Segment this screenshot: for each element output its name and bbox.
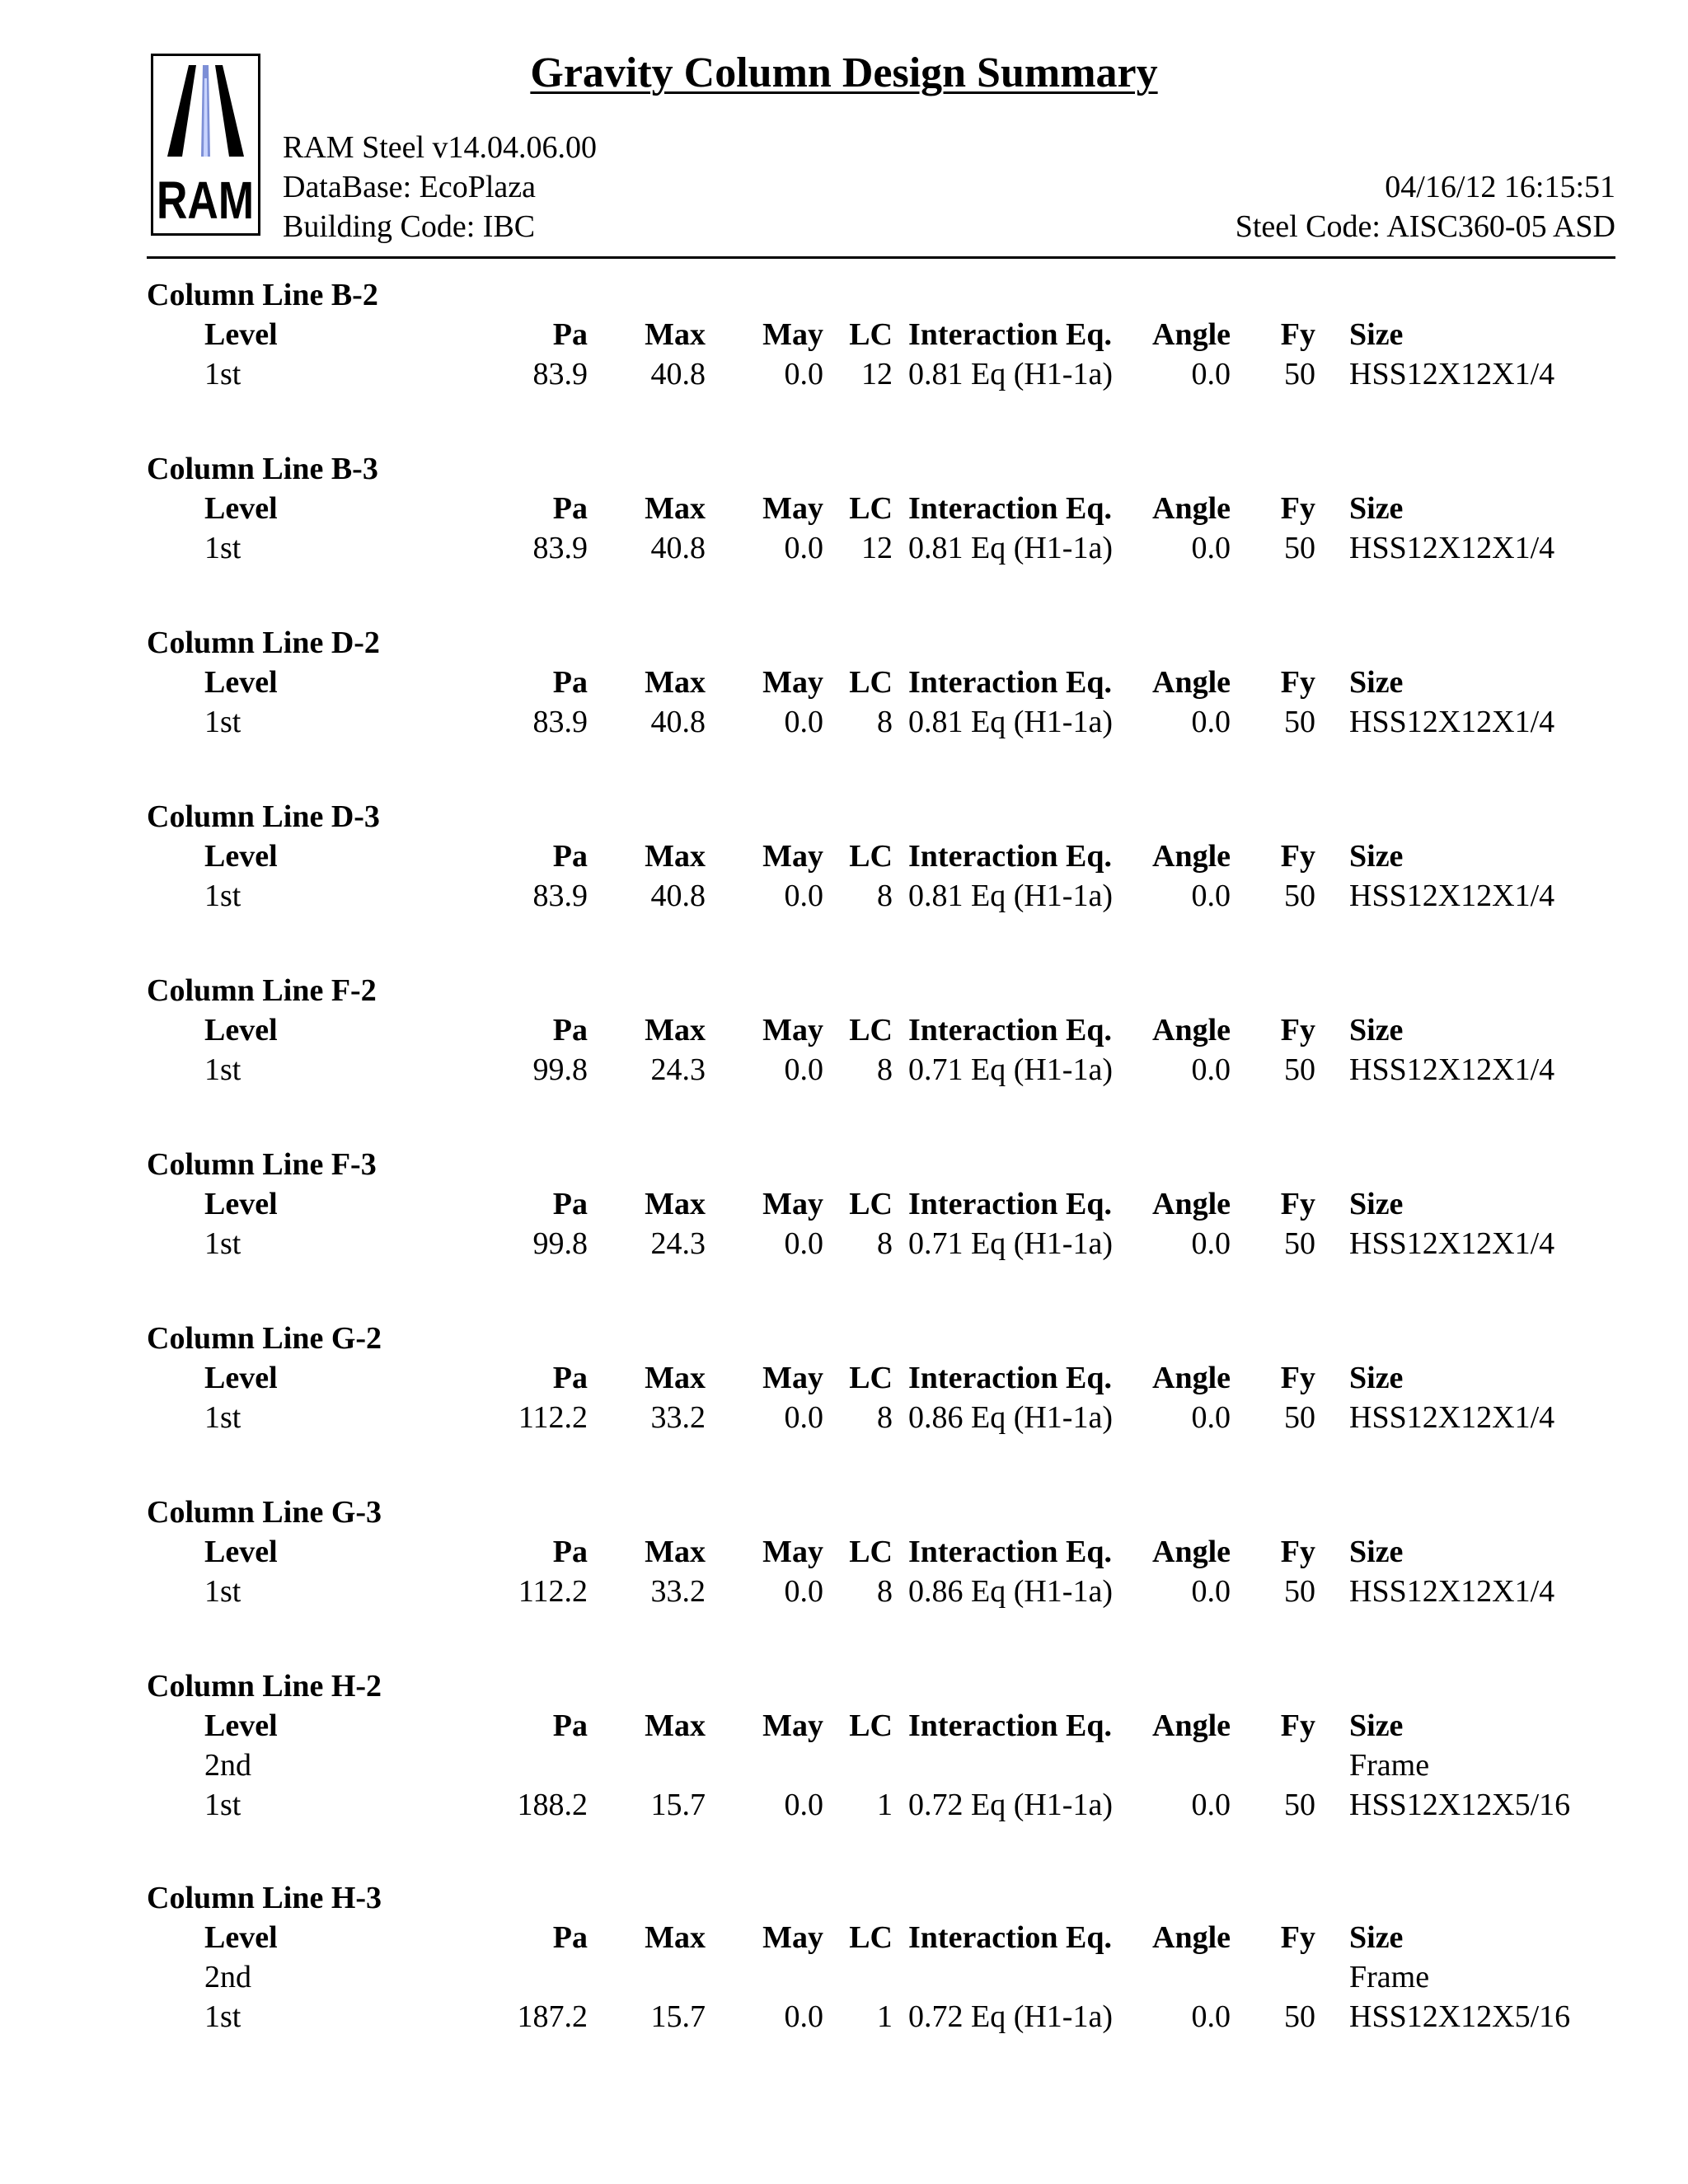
cell-max: 40.8 bbox=[650, 357, 706, 391]
header-lc: LC bbox=[849, 1013, 893, 1047]
header-pa: Pa bbox=[552, 1187, 588, 1221]
cell-size: HSS12X12X1/4 bbox=[1349, 705, 1555, 739]
cell-size: Frame bbox=[1349, 1960, 1430, 1994]
table-row bbox=[0, 1572, 1688, 1611]
cell-level: 1st bbox=[204, 1999, 241, 2034]
header-lc: LC bbox=[849, 1708, 893, 1743]
cell-lc: 12 bbox=[861, 531, 893, 565]
cell-pa: 99.8 bbox=[532, 1226, 588, 1261]
table-header-row bbox=[0, 1358, 1688, 1398]
header-fy: Fy bbox=[1280, 665, 1315, 700]
cell-interaction: 0.81 Eq (H1-1a) bbox=[908, 357, 1113, 391]
building-code: Building Code: IBC bbox=[283, 209, 536, 244]
column-line-title: Column Line B-2 bbox=[147, 278, 378, 312]
header-may: May bbox=[762, 1920, 823, 1955]
header-interaction: Interaction Eq. bbox=[908, 317, 1112, 352]
cell-max: 33.2 bbox=[650, 1574, 706, 1609]
column-line-section bbox=[0, 1319, 1688, 1493]
column-line-section bbox=[0, 1666, 1688, 1878]
header-size: Size bbox=[1349, 1361, 1404, 1395]
header-lc: LC bbox=[849, 1361, 893, 1395]
header-fy: Fy bbox=[1280, 1535, 1315, 1569]
header-interaction: Interaction Eq. bbox=[908, 1187, 1112, 1221]
header-max: Max bbox=[645, 1361, 706, 1395]
header-size: Size bbox=[1349, 665, 1404, 700]
cell-size: HSS12X12X1/4 bbox=[1349, 1400, 1555, 1435]
header-level: Level bbox=[204, 317, 278, 352]
cell-level: 2nd bbox=[204, 1960, 251, 1994]
column-line-title: Column Line D-2 bbox=[147, 626, 380, 660]
table-row bbox=[0, 876, 1688, 916]
header-size: Size bbox=[1349, 839, 1404, 874]
header-angle: Angle bbox=[1152, 839, 1231, 874]
cell-lc: 1 bbox=[877, 1788, 893, 1822]
program-version: RAM Steel v14.04.06.00 bbox=[283, 130, 598, 165]
cell-may: 0.0 bbox=[784, 531, 823, 565]
column-line-title: Column Line H-3 bbox=[147, 1881, 382, 1915]
header-lc: LC bbox=[849, 1187, 893, 1221]
header-max: Max bbox=[645, 317, 706, 352]
table-row bbox=[0, 1785, 1688, 1825]
cell-fy: 50 bbox=[1284, 1999, 1315, 2034]
cell-angle: 0.0 bbox=[1191, 1999, 1231, 2034]
cell-fy: 50 bbox=[1284, 1574, 1315, 1609]
cell-may: 0.0 bbox=[784, 879, 823, 913]
header-lc: LC bbox=[849, 317, 893, 352]
header-angle: Angle bbox=[1152, 1535, 1231, 1569]
cell-angle: 0.0 bbox=[1191, 1052, 1231, 1087]
header-may: May bbox=[762, 1708, 823, 1743]
cell-size: HSS12X12X1/4 bbox=[1349, 1226, 1555, 1261]
cell-may: 0.0 bbox=[784, 705, 823, 739]
header-angle: Angle bbox=[1152, 665, 1231, 700]
header-lc: LC bbox=[849, 491, 893, 526]
cell-max: 24.3 bbox=[650, 1052, 706, 1087]
cell-level: 1st bbox=[204, 1788, 241, 1822]
cell-pa: 188.2 bbox=[517, 1788, 588, 1822]
header-pa: Pa bbox=[552, 839, 588, 874]
header-fy: Fy bbox=[1280, 839, 1315, 874]
cell-level: 1st bbox=[204, 531, 241, 565]
cell-lc: 8 bbox=[877, 879, 893, 913]
header-fy: Fy bbox=[1280, 1708, 1315, 1743]
table-row bbox=[0, 1997, 1688, 2036]
table-header-row bbox=[0, 315, 1688, 354]
column-line-title: Column Line G-3 bbox=[147, 1495, 382, 1530]
column-line-section bbox=[0, 971, 1688, 1145]
header-may: May bbox=[762, 1535, 823, 1569]
table-row bbox=[0, 1957, 1688, 1997]
cell-max: 15.7 bbox=[650, 1999, 706, 2034]
column-line-section bbox=[0, 449, 1688, 623]
header-angle: Angle bbox=[1152, 1013, 1231, 1047]
header-may: May bbox=[762, 1187, 823, 1221]
header-interaction: Interaction Eq. bbox=[908, 1013, 1112, 1047]
cell-size: HSS12X12X1/4 bbox=[1349, 357, 1555, 391]
header-level: Level bbox=[204, 1361, 278, 1395]
header-interaction: Interaction Eq. bbox=[908, 665, 1112, 700]
cell-may: 0.0 bbox=[784, 1788, 823, 1822]
header-level: Level bbox=[204, 491, 278, 526]
database-name: DataBase: EcoPlaza bbox=[283, 170, 537, 204]
header-pa: Pa bbox=[552, 1361, 588, 1395]
cell-pa: 187.2 bbox=[517, 1999, 588, 2034]
cell-level: 1st bbox=[204, 1574, 241, 1609]
cell-interaction: 0.86 Eq (H1-1a) bbox=[908, 1574, 1113, 1609]
header-may: May bbox=[762, 1361, 823, 1395]
cell-max: 40.8 bbox=[650, 705, 706, 739]
header-pa: Pa bbox=[552, 317, 588, 352]
header-max: Max bbox=[645, 1920, 706, 1955]
header-level: Level bbox=[204, 1013, 278, 1047]
header-level: Level bbox=[204, 1920, 278, 1955]
header-max: Max bbox=[645, 839, 706, 874]
column-line-sections bbox=[0, 275, 1688, 2090]
cell-pa: 83.9 bbox=[532, 705, 588, 739]
table-row bbox=[0, 1050, 1688, 1090]
cell-lc: 1 bbox=[877, 1999, 893, 2034]
cell-interaction: 0.72 Eq (H1-1a) bbox=[908, 1999, 1113, 2034]
cell-fy: 50 bbox=[1284, 357, 1315, 391]
cell-angle: 0.0 bbox=[1191, 879, 1231, 913]
cell-level: 1st bbox=[204, 705, 241, 739]
table-row bbox=[0, 1224, 1688, 1263]
header-angle: Angle bbox=[1152, 1708, 1231, 1743]
cell-interaction: 0.72 Eq (H1-1a) bbox=[908, 1788, 1113, 1822]
steel-code: Steel Code: AISC360-05 ASD bbox=[1235, 209, 1615, 244]
header-level: Level bbox=[204, 1187, 278, 1221]
header-size: Size bbox=[1349, 491, 1404, 526]
cell-level: 1st bbox=[204, 1400, 241, 1435]
table-header-row bbox=[0, 837, 1688, 876]
cell-interaction: 0.71 Eq (H1-1a) bbox=[908, 1226, 1113, 1261]
column-line-section bbox=[0, 1493, 1688, 1666]
header-may: May bbox=[762, 839, 823, 874]
cell-pa: 83.9 bbox=[532, 357, 588, 391]
cell-angle: 0.0 bbox=[1191, 705, 1231, 739]
column-line-section bbox=[0, 275, 1688, 449]
column-line-title: Column Line G-2 bbox=[147, 1321, 382, 1356]
cell-lc: 8 bbox=[877, 1052, 893, 1087]
header-pa: Pa bbox=[552, 1708, 588, 1743]
header-max: Max bbox=[645, 1013, 706, 1047]
table-row bbox=[0, 528, 1688, 568]
cell-fy: 50 bbox=[1284, 1226, 1315, 1261]
cell-size: HSS12X12X1/4 bbox=[1349, 1052, 1555, 1087]
cell-size: HSS12X12X5/16 bbox=[1349, 1788, 1571, 1822]
table-header-row bbox=[0, 489, 1688, 528]
cell-may: 0.0 bbox=[784, 1052, 823, 1087]
cell-max: 40.8 bbox=[650, 879, 706, 913]
header-lc: LC bbox=[849, 1920, 893, 1955]
header-fy: Fy bbox=[1280, 1013, 1315, 1047]
cell-size: HSS12X12X1/4 bbox=[1349, 1574, 1555, 1609]
cell-pa: 112.2 bbox=[518, 1400, 588, 1435]
header-may: May bbox=[762, 491, 823, 526]
header-max: Max bbox=[645, 491, 706, 526]
column-line-section bbox=[0, 1878, 1688, 2090]
header-fy: Fy bbox=[1280, 1187, 1315, 1221]
table-row bbox=[0, 354, 1688, 394]
cell-may: 0.0 bbox=[784, 1226, 823, 1261]
cell-pa: 112.2 bbox=[518, 1574, 588, 1609]
table-header-row bbox=[0, 663, 1688, 702]
cell-lc: 8 bbox=[877, 705, 893, 739]
cell-angle: 0.0 bbox=[1191, 1400, 1231, 1435]
header-lc: LC bbox=[849, 839, 893, 874]
cell-level: 2nd bbox=[204, 1748, 251, 1783]
cell-level: 1st bbox=[204, 879, 241, 913]
cell-interaction: 0.86 Eq (H1-1a) bbox=[908, 1400, 1113, 1435]
cell-max: 40.8 bbox=[650, 531, 706, 565]
cell-may: 0.0 bbox=[784, 1999, 823, 2034]
cell-may: 0.0 bbox=[784, 1574, 823, 1609]
cell-max: 15.7 bbox=[650, 1788, 706, 1822]
header-fy: Fy bbox=[1280, 1920, 1315, 1955]
header-may: May bbox=[762, 317, 823, 352]
cell-lc: 8 bbox=[877, 1226, 893, 1261]
header-interaction: Interaction Eq. bbox=[908, 1361, 1112, 1395]
table-row bbox=[0, 702, 1688, 742]
cell-fy: 50 bbox=[1284, 531, 1315, 565]
header-angle: Angle bbox=[1152, 491, 1231, 526]
table-header-row bbox=[0, 1184, 1688, 1224]
cell-level: 1st bbox=[204, 357, 241, 391]
cell-pa: 99.8 bbox=[532, 1052, 588, 1087]
header-angle: Angle bbox=[1152, 1920, 1231, 1955]
header-angle: Angle bbox=[1152, 1361, 1231, 1395]
header-size: Size bbox=[1349, 1920, 1404, 1955]
header-pa: Pa bbox=[552, 665, 588, 700]
cell-level: 1st bbox=[204, 1052, 241, 1087]
header-size: Size bbox=[1349, 1187, 1404, 1221]
header-size: Size bbox=[1349, 1708, 1404, 1743]
header-lc: LC bbox=[849, 1535, 893, 1569]
table-row bbox=[0, 1398, 1688, 1437]
cell-interaction: 0.81 Eq (H1-1a) bbox=[908, 531, 1113, 565]
column-line-title: Column Line B-3 bbox=[147, 452, 378, 486]
header-level: Level bbox=[204, 665, 278, 700]
logo-text: RAM bbox=[157, 171, 254, 230]
header-pa: Pa bbox=[552, 1013, 588, 1047]
header-pa: Pa bbox=[552, 1535, 588, 1569]
header-max: Max bbox=[645, 665, 706, 700]
cell-max: 24.3 bbox=[650, 1226, 706, 1261]
header-interaction: Interaction Eq. bbox=[908, 839, 1112, 874]
cell-max: 33.2 bbox=[650, 1400, 706, 1435]
header-fy: Fy bbox=[1280, 1361, 1315, 1395]
header-level: Level bbox=[204, 839, 278, 874]
cell-size: HSS12X12X5/16 bbox=[1349, 1999, 1571, 2034]
cell-lc: 12 bbox=[861, 357, 893, 391]
header-lc: LC bbox=[849, 665, 893, 700]
cell-angle: 0.0 bbox=[1191, 531, 1231, 565]
cell-lc: 8 bbox=[877, 1400, 893, 1435]
column-line-title: Column Line F-3 bbox=[147, 1147, 377, 1182]
header-pa: Pa bbox=[552, 491, 588, 526]
cell-size: HSS12X12X1/4 bbox=[1349, 879, 1555, 913]
column-line-section bbox=[0, 623, 1688, 797]
table-row bbox=[0, 1746, 1688, 1785]
table-header-row bbox=[0, 1706, 1688, 1746]
cell-size: Frame bbox=[1349, 1748, 1430, 1783]
header-level: Level bbox=[204, 1708, 278, 1743]
table-header-row bbox=[0, 1918, 1688, 1957]
header-may: May bbox=[762, 665, 823, 700]
cell-angle: 0.0 bbox=[1191, 1788, 1231, 1822]
header-pa: Pa bbox=[552, 1920, 588, 1955]
header-fy: Fy bbox=[1280, 317, 1315, 352]
header-level: Level bbox=[204, 1535, 278, 1569]
cell-angle: 0.0 bbox=[1191, 1226, 1231, 1261]
header-divider bbox=[147, 256, 1615, 259]
header-interaction: Interaction Eq. bbox=[908, 491, 1112, 526]
cell-angle: 0.0 bbox=[1191, 357, 1231, 391]
cell-interaction: 0.81 Eq (H1-1a) bbox=[908, 879, 1113, 913]
header-size: Size bbox=[1349, 1535, 1404, 1569]
page-title: Gravity Column Design Summary bbox=[530, 49, 1158, 96]
cell-pa: 83.9 bbox=[532, 531, 588, 565]
header-interaction: Interaction Eq. bbox=[908, 1920, 1112, 1955]
cell-pa: 83.9 bbox=[532, 879, 588, 913]
cell-may: 0.0 bbox=[784, 357, 823, 391]
cell-interaction: 0.81 Eq (H1-1a) bbox=[908, 705, 1113, 739]
header-size: Size bbox=[1349, 1013, 1404, 1047]
column-line-section bbox=[0, 1145, 1688, 1319]
header-interaction: Interaction Eq. bbox=[908, 1708, 1112, 1743]
cell-fy: 50 bbox=[1284, 1052, 1315, 1087]
header-max: Max bbox=[645, 1535, 706, 1569]
header-max: Max bbox=[645, 1708, 706, 1743]
header-interaction: Interaction Eq. bbox=[908, 1535, 1112, 1569]
table-header-row bbox=[0, 1010, 1688, 1050]
header-angle: Angle bbox=[1152, 317, 1231, 352]
column-line-title: Column Line F-2 bbox=[147, 973, 377, 1008]
cell-lc: 8 bbox=[877, 1574, 893, 1609]
cell-angle: 0.0 bbox=[1191, 1574, 1231, 1609]
cell-fy: 50 bbox=[1284, 705, 1315, 739]
header-fy: Fy bbox=[1280, 491, 1315, 526]
column-line-title: Column Line D-3 bbox=[147, 799, 380, 834]
cell-interaction: 0.71 Eq (H1-1a) bbox=[908, 1052, 1113, 1087]
header-max: Max bbox=[645, 1187, 706, 1221]
cell-fy: 50 bbox=[1284, 879, 1315, 913]
table-header-row bbox=[0, 1532, 1688, 1572]
column-line-section bbox=[0, 797, 1688, 971]
cell-fy: 50 bbox=[1284, 1400, 1315, 1435]
cell-size: HSS12X12X1/4 bbox=[1349, 531, 1555, 565]
report-timestamp: 04/16/12 16:15:51 bbox=[1385, 170, 1615, 204]
cell-may: 0.0 bbox=[784, 1400, 823, 1435]
header-size: Size bbox=[1349, 317, 1404, 352]
header-angle: Angle bbox=[1152, 1187, 1231, 1221]
cell-fy: 50 bbox=[1284, 1788, 1315, 1822]
header-may: May bbox=[762, 1013, 823, 1047]
cell-level: 1st bbox=[204, 1226, 241, 1261]
column-line-title: Column Line H-2 bbox=[147, 1669, 382, 1704]
